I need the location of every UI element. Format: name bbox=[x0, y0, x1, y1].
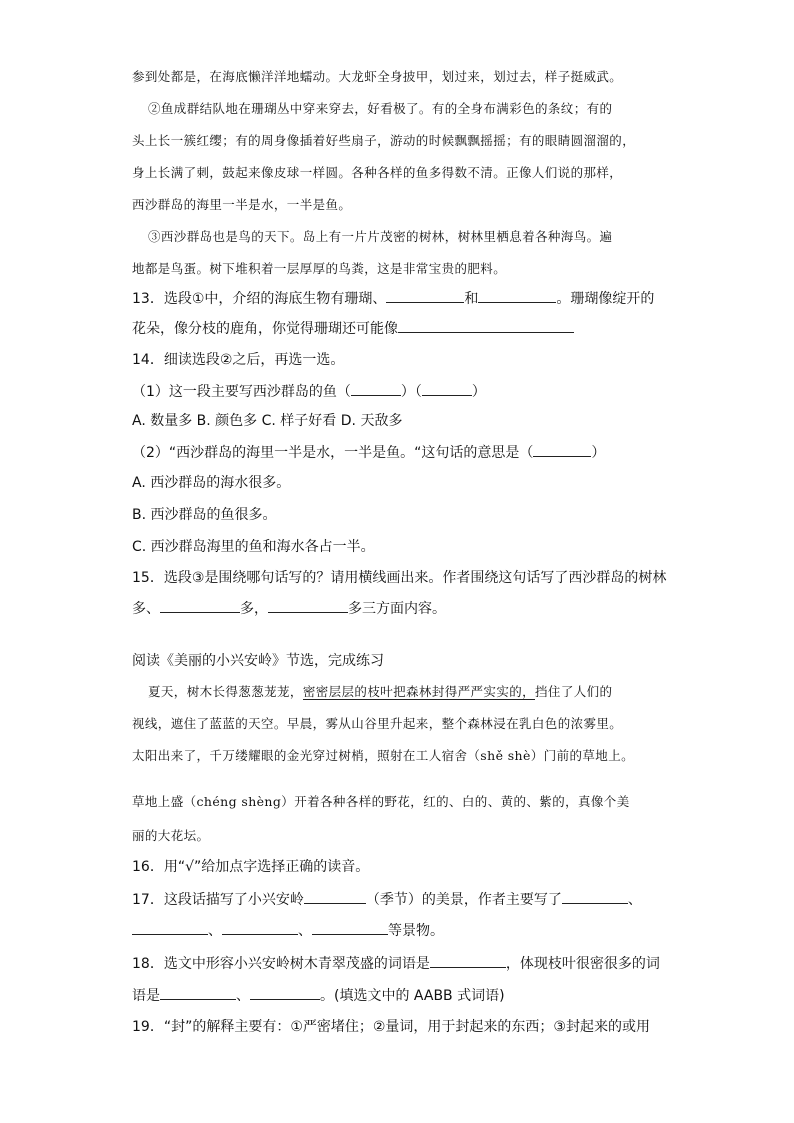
answer-blank[interactable] bbox=[160, 985, 236, 1000]
passage2-line-5: 丽的大花坛。 bbox=[132, 828, 210, 843]
question-16: 16．用“√”给加点字选择正确的读音。 bbox=[132, 859, 370, 875]
answer-blank[interactable] bbox=[250, 985, 320, 1000]
answer-blank[interactable] bbox=[478, 288, 556, 303]
answer-blank[interactable] bbox=[398, 318, 574, 333]
question-14-part-2: （2）“西沙群岛的海里一半是水，一半是鱼。“这句话的意思是（ ） bbox=[132, 442, 605, 463]
answer-blank[interactable] bbox=[562, 889, 628, 904]
answer-blank[interactable] bbox=[386, 288, 464, 303]
question-17-line-1: 17．这段话描写了小兴安岭 （季节）的美景，作者主要写了 、 bbox=[132, 889, 642, 910]
question-14-option-b: B. 西沙群岛的鱼很多。 bbox=[132, 507, 277, 523]
question-18-line-2: 语是 、 。(填选文中的 AABB 式词语) bbox=[132, 985, 505, 1006]
passage1-line-3: 头上长一簇红缨；有的周身像插着好些扇子，游动的时候飘飘摇摇；有的眼睛圆溜溜的， bbox=[132, 133, 636, 148]
answer-blank[interactable] bbox=[268, 598, 348, 613]
answer-blank[interactable] bbox=[422, 381, 472, 396]
passage1-line-6: ③西沙群岛也是鸟的天下。岛上有一片片茂密的树林，树林里栖息着各种海鸟。遍 bbox=[148, 229, 613, 244]
passage1-line-2: ②鱼成群结队地在珊瑚丛中穿来穿去，好看极了。有的全身布满彩色的条纹；有的 bbox=[148, 101, 613, 116]
answer-blank[interactable] bbox=[222, 920, 298, 935]
question-14-option-a: A. 西沙群岛的海水很多。 bbox=[132, 475, 291, 491]
question-18-line-1: 18．选文中形容小兴安岭树木青翠茂盛的词语是 ，体现枝叶很密很多的词 bbox=[132, 953, 660, 974]
question-14-part-1: （1）这一段主要写西沙群岛的鱼（ ）（ ） bbox=[132, 381, 486, 402]
passage1-line-7: 地都是鸟蛋。树下堆积着一层厚厚的鸟粪，这是非常宝贵的肥料。 bbox=[132, 261, 507, 276]
question-13-line-2: 花朵，像分枝的鹿角，你觉得珊瑚还可能像 bbox=[132, 318, 574, 339]
passage2-line-2: 视线，遮住了蓝蓝的天空。早晨，雾从山谷里升起来，整个森林浸在乳白色的浓雾里。 bbox=[132, 716, 623, 731]
answer-blank[interactable] bbox=[351, 381, 401, 396]
answer-blank[interactable] bbox=[533, 442, 591, 457]
answer-blank[interactable] bbox=[312, 920, 388, 935]
question-13-line-1: 13．选段①中，介绍的海底生物有珊瑚、 和 。珊瑚像绽开的 bbox=[132, 288, 654, 309]
passage2-line-4: 草地上盛（chéng shèng）开着各种各样的野花，红的、白的、黄的、紫的，真像个美 bbox=[132, 794, 630, 809]
question-17-line-2: 、 、 等景物。 bbox=[132, 920, 444, 941]
answer-blank[interactable] bbox=[430, 953, 506, 968]
answer-blank[interactable] bbox=[160, 598, 240, 613]
passage1-line-1: 参到处都是，在海底懒洋洋地蠕动。大龙虾全身披甲，划过来，划过去，样子挺威武。 bbox=[132, 69, 623, 84]
question-19: 19．“封”的解释主要有：①严密堵住；②量词，用于封起来的东西；③封起来的或用 bbox=[132, 1019, 650, 1035]
question-14-options: A. 数量多 B. 颜色多 C. 样子好看 D. 天敌多 bbox=[132, 413, 403, 429]
answer-blank[interactable] bbox=[304, 889, 366, 904]
question-14-option-c: C. 西沙群岛海里的鱼和海水各占一半。 bbox=[132, 539, 375, 555]
question-14-title: 14．细读选段②之后，再选一选。 bbox=[132, 352, 345, 368]
passage2-line-3: 太阳出来了，千万缕耀眼的金光穿过树梢，照射在工人宿舍（shě shè）门前的草地上。 bbox=[132, 748, 635, 763]
question-15-line-1: 15．选段③是围绕哪句话写的？请用横线画出来。作者围绕这句话写了西沙群岛的树林 bbox=[132, 570, 667, 586]
question-15-line-2: 多、 多， 多三方面内容。 bbox=[132, 598, 446, 619]
passage1-line-4: 身上长满了刺，鼓起来像皮球一样圆。各种各样的鱼多得数不清。正像人们说的那样， bbox=[132, 165, 623, 180]
section-2-title: 阅读《美丽的小兴安岭》节选，完成练习 bbox=[132, 653, 384, 669]
answer-blank[interactable] bbox=[132, 920, 208, 935]
passage2-line-1: 夏天，树木长得葱葱茏茏，密密层层的枝叶把森林封得严严实实的，挡住了人们的 bbox=[148, 684, 613, 699]
passage1-line-5: 西沙群岛的海里一半是水，一半是鱼。 bbox=[132, 197, 352, 212]
